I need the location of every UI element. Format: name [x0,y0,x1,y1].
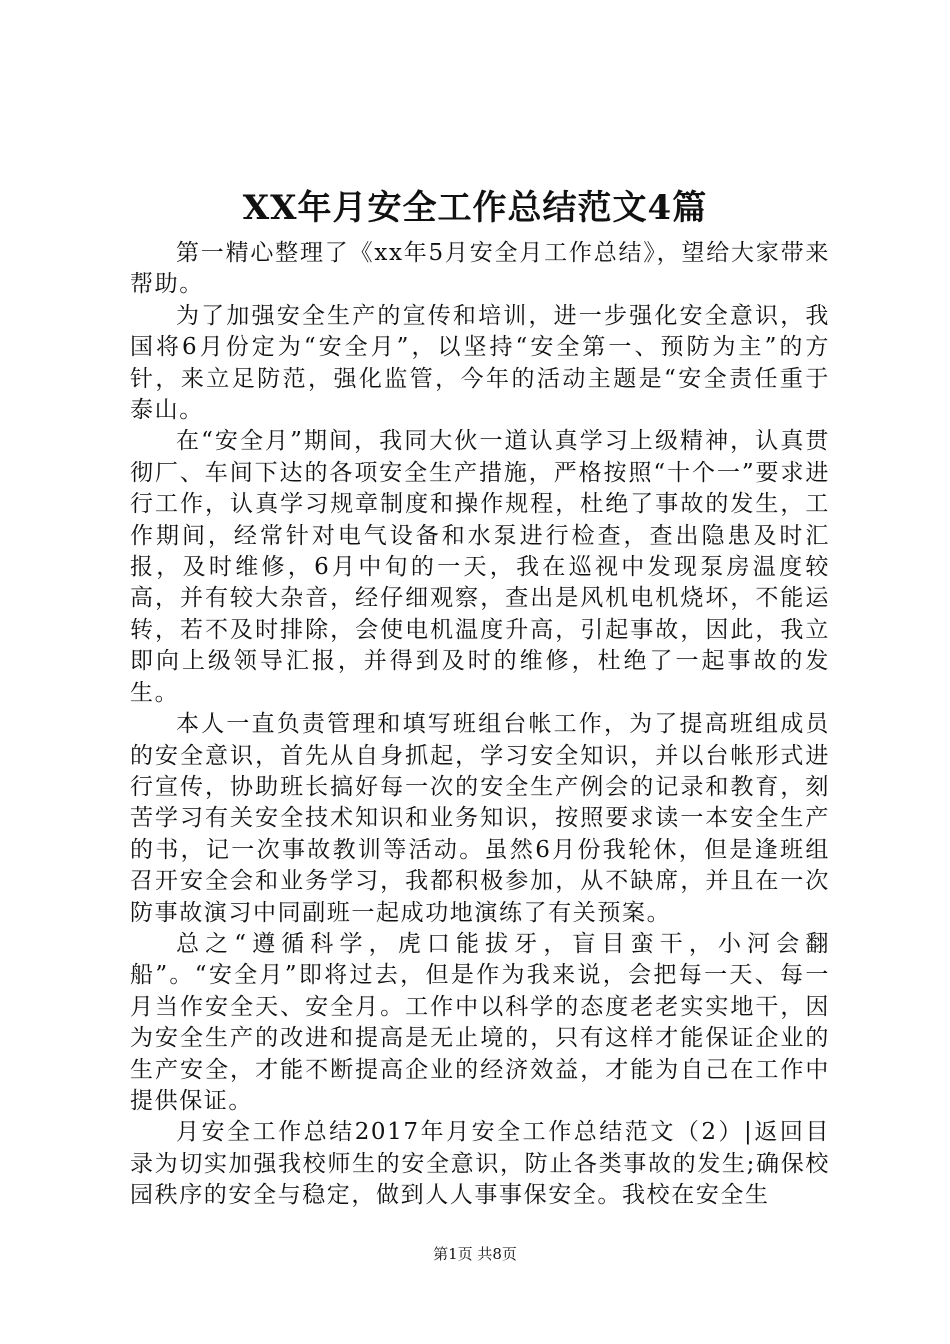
paragraph: 为了加强安全生产的宣传和培训，进一步强化安全意识，我国将6月份定为“安全月”，以坚持“安全第一、预防为主”的方针，来立足防范，强化监管，今年的活动主题是“安全责任重于泰山。 [130,302,830,424]
paragraph: 第一精心整理了《xx年5月安全月工作总结》，望给大家带来帮助。 [130,240,830,298]
paragraph: 在“安全月”期间，我同大伙一道认真学习上级精神，认真贯彻厂、车间下达的各项安全生产措施，严格按照“十个一”要求进行工作，认真学习规章制度和操作规程，杜绝了事故的发生，工作期间，经常针对电气设备和水泵进行检查，查出隐患及时汇报，及时维修，6月中旬的一天，我在巡视中发现泵房温度较高，并有较大杂音，经仔细观察，查出是风机电机烧坏，不能运转，若不及时排除，会使电机温度升高，引起事故，因此，我立即向上级领导汇报，并得到及时的维修，杜绝了一起事故的发生。 [130,428,830,706]
document-title: XX年月安全工作总结范文4篇 [242,188,708,228]
document-body [130,238,830,1212]
paragraph: 本人一直负责管理和填写班组台帐工作，为了提高班组成员的安全意识，首先从自身抓起，学习安全知识，并以台帐形式进行宣传，协助班长搞好每一次的安全生产例会的记录和教育，刻苦学习有关安全技术知识和业务知识，按照要求读一本安全生产的书，记一次事故教训等活动。虽然6月份我轮休，但是逢班组召开安全会和业务学习，我都积极参加，从不缺席，并且在一次防事故演习中同副班一起成功地演练了有关预案。 [130,711,830,926]
page-number-footer: 第1页 共8页 [433,1245,517,1263]
paragraph: 总之“遵循科学，虎口能拔牙，盲目蛮干，小河会翻船”。“安全月”即将过去，但是作为我来说，会把每一天、每一月当作安全天、安全月。工作中以科学的态度老老实实地干，因为安全生产的改进和提高是无止境的，只有这样才能保证企业的生产安全，才能不断提高企业的经济效益，才能为自己在工作中提供保证。 [130,930,830,1114]
paragraph: 月安全工作总结2017年月安全工作总结范文（2）|返回目录为切实加强我校师生的安全意识，防止各类事故的发生;确保校园秩序的安全与稳定，做到人人事事保安全。我校在安全生 [130,1119,830,1209]
